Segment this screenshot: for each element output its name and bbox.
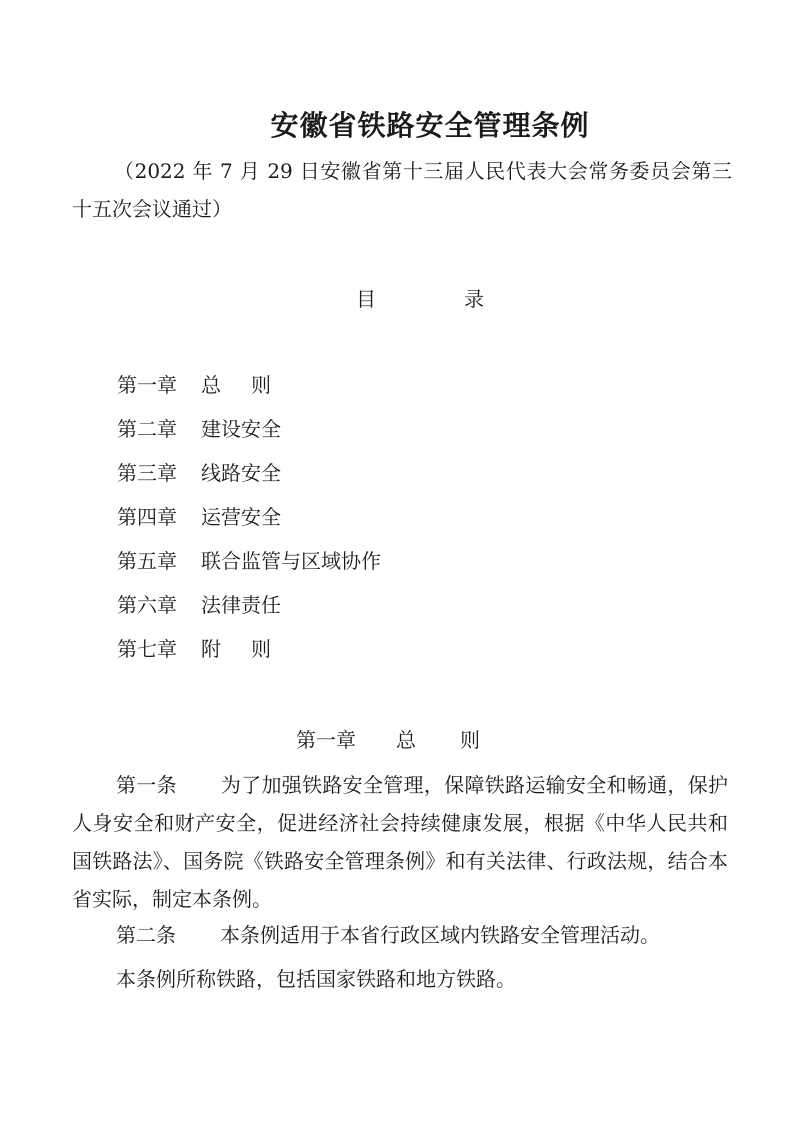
table-of-contents: [117, 369, 381, 677]
chapter-name: 总则: [396, 728, 524, 752]
toc-item-name: 总则: [201, 373, 301, 397]
article-text: 为了加强铁路安全管理，保障铁路运输安全和畅通，保护人身安全和财产安全，促进经济社会持续健康发展，根据《中华人民共和国铁路法》、国务院《铁路安全管理条例》和有关法律、行政法规，结合本省实际，制定本条例。: [72, 773, 729, 911]
chapter-heading: [0, 724, 800, 753]
article-number: 第一条: [116, 773, 177, 797]
toc-item: [117, 501, 381, 545]
toc-item-name: 附则: [201, 637, 301, 661]
article-text: 本条例适用于本省行政区域内铁路安全管理活动。: [220, 923, 660, 947]
toc-item-number: 第四章: [117, 505, 177, 529]
toc-heading-right: 录: [464, 287, 484, 311]
toc-item-name: 运营安全: [201, 505, 281, 529]
toc-item-name: 联合监管与区域协作: [201, 549, 381, 573]
toc-item-number: 第六章: [117, 593, 177, 617]
toc-heading: [0, 283, 800, 312]
toc-item-number: 第五章: [117, 549, 177, 573]
toc-item-number: 第一章: [117, 373, 177, 397]
article-paragraph: [72, 766, 728, 918]
toc-item-name: 线路安全: [201, 461, 281, 485]
toc-item-name: 法律责任: [201, 593, 281, 617]
toc-item: [117, 545, 381, 589]
toc-item-number: 第三章: [117, 461, 177, 485]
toc-item: [117, 589, 381, 633]
toc-item: [117, 413, 381, 457]
toc-item-number: 第七章: [117, 637, 177, 661]
toc-heading-left: 目: [356, 287, 376, 311]
document-subtitle: （2022 年 7 月 29 日安徽省第十三届人民代表大会常务委员会第三十五次会议通过）: [72, 159, 732, 221]
article-number: 第二条: [116, 923, 176, 947]
toc-item-number: 第二章: [117, 417, 177, 441]
article-paragraph: [72, 916, 728, 954]
toc-item: [117, 457, 381, 501]
article-paragraph: 本条例所称铁路，包括国家铁路和地方铁路。: [116, 967, 516, 991]
toc-item-name: 建设安全: [201, 417, 281, 441]
toc-item: [117, 633, 381, 677]
document-title: 安徽省铁路安全管理条例: [270, 109, 590, 142]
toc-item: [117, 369, 381, 413]
chapter-number: 第一章: [296, 728, 356, 752]
